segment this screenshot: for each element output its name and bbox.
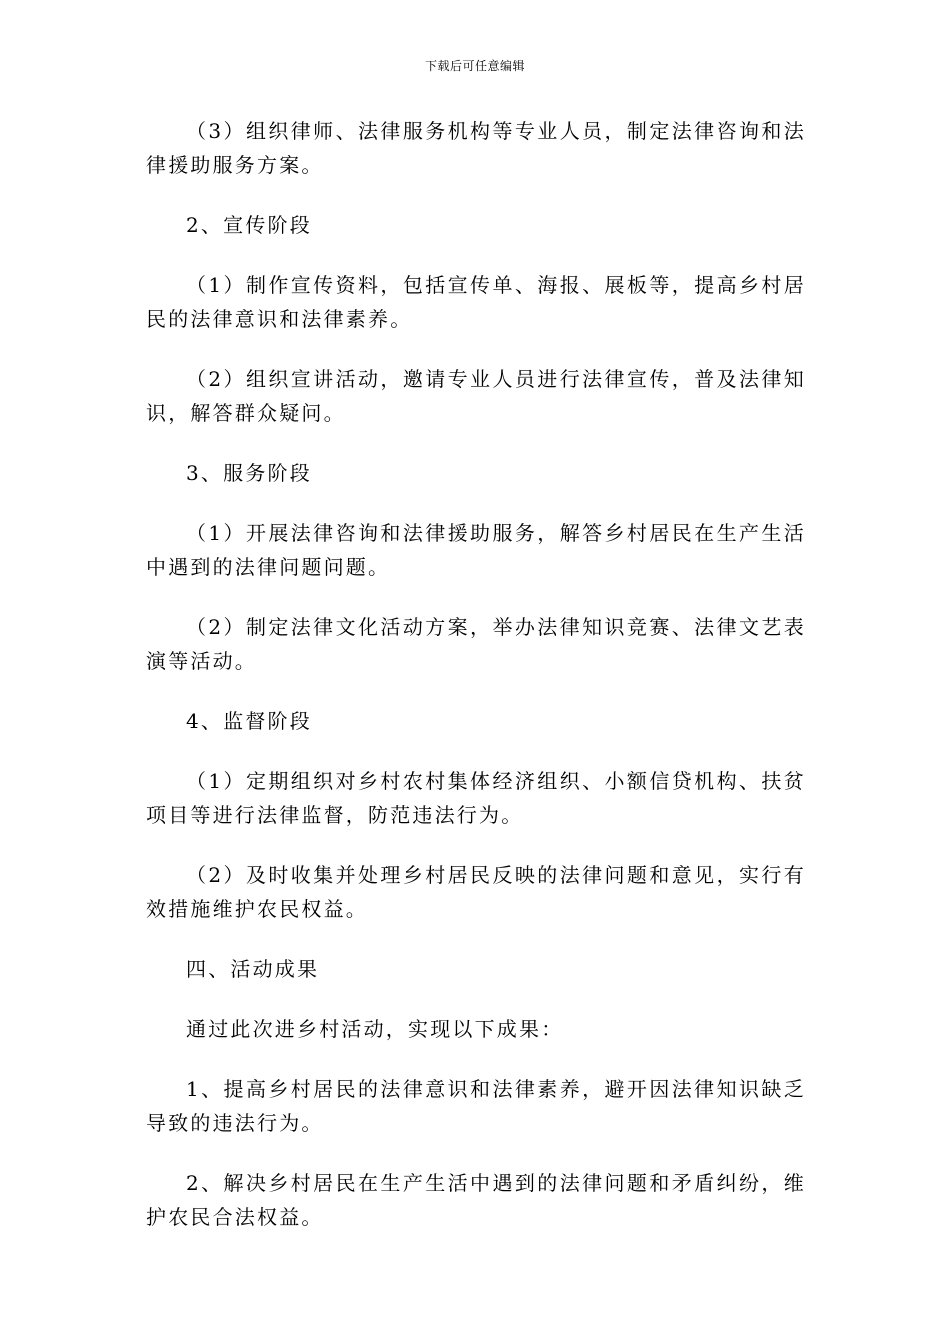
paragraph-item: （1）开展法律咨询和法律援助服务，解答乡村居民在生产生活中遇到的法律问题问题。	[146, 521, 806, 579]
paragraph-item: （1）制作宣传资料，包括宣传单、海报、展板等，提高乡村居民的法律意识和法律素养。	[146, 273, 806, 331]
paragraph-item: （3）组织律师、法律服务机构等专业人员，制定法律咨询和法律援助服务方案。	[146, 119, 806, 177]
paragraph-item: （2）及时收集并处理乡村居民反映的法律问题和意见，实行有效措施维护农民权益。	[146, 863, 806, 921]
paragraph-item: 通过此次进乡村活动，实现以下成果：	[186, 1017, 564, 1041]
section-heading: 四、活动成果	[186, 957, 320, 981]
paragraph-item: （2）制定法律文化活动方案，举办法律知识竞赛、法律文艺表演等活动。	[146, 615, 806, 673]
section-heading: 3、服务阶段	[186, 461, 312, 485]
paragraph-item: 1、提高乡村居民的法律意识和法律素养，避开因法律知识缺乏导致的违法行为。	[146, 1077, 806, 1135]
paragraph-item: 2、解决乡村居民在生产生活中遇到的法律问题和矛盾纠纷，维护农民合法权益。	[146, 1171, 806, 1229]
section-heading: 2、宣传阶段	[186, 213, 312, 237]
section-heading: 4、监督阶段	[186, 709, 312, 733]
page-header-note: 下载后可任意编辑	[424, 59, 525, 73]
paragraph-item: （2）组织宣讲活动，邀请专业人员进行法律宣传，普及法律知识，解答群众疑问。	[146, 367, 806, 425]
document-body	[146, 114, 806, 1260]
paragraph-item: （1）定期组织对乡村农村集体经济组织、小额信贷机构、扶贫项目等进行法律监督，防范违法行为。	[146, 769, 806, 827]
